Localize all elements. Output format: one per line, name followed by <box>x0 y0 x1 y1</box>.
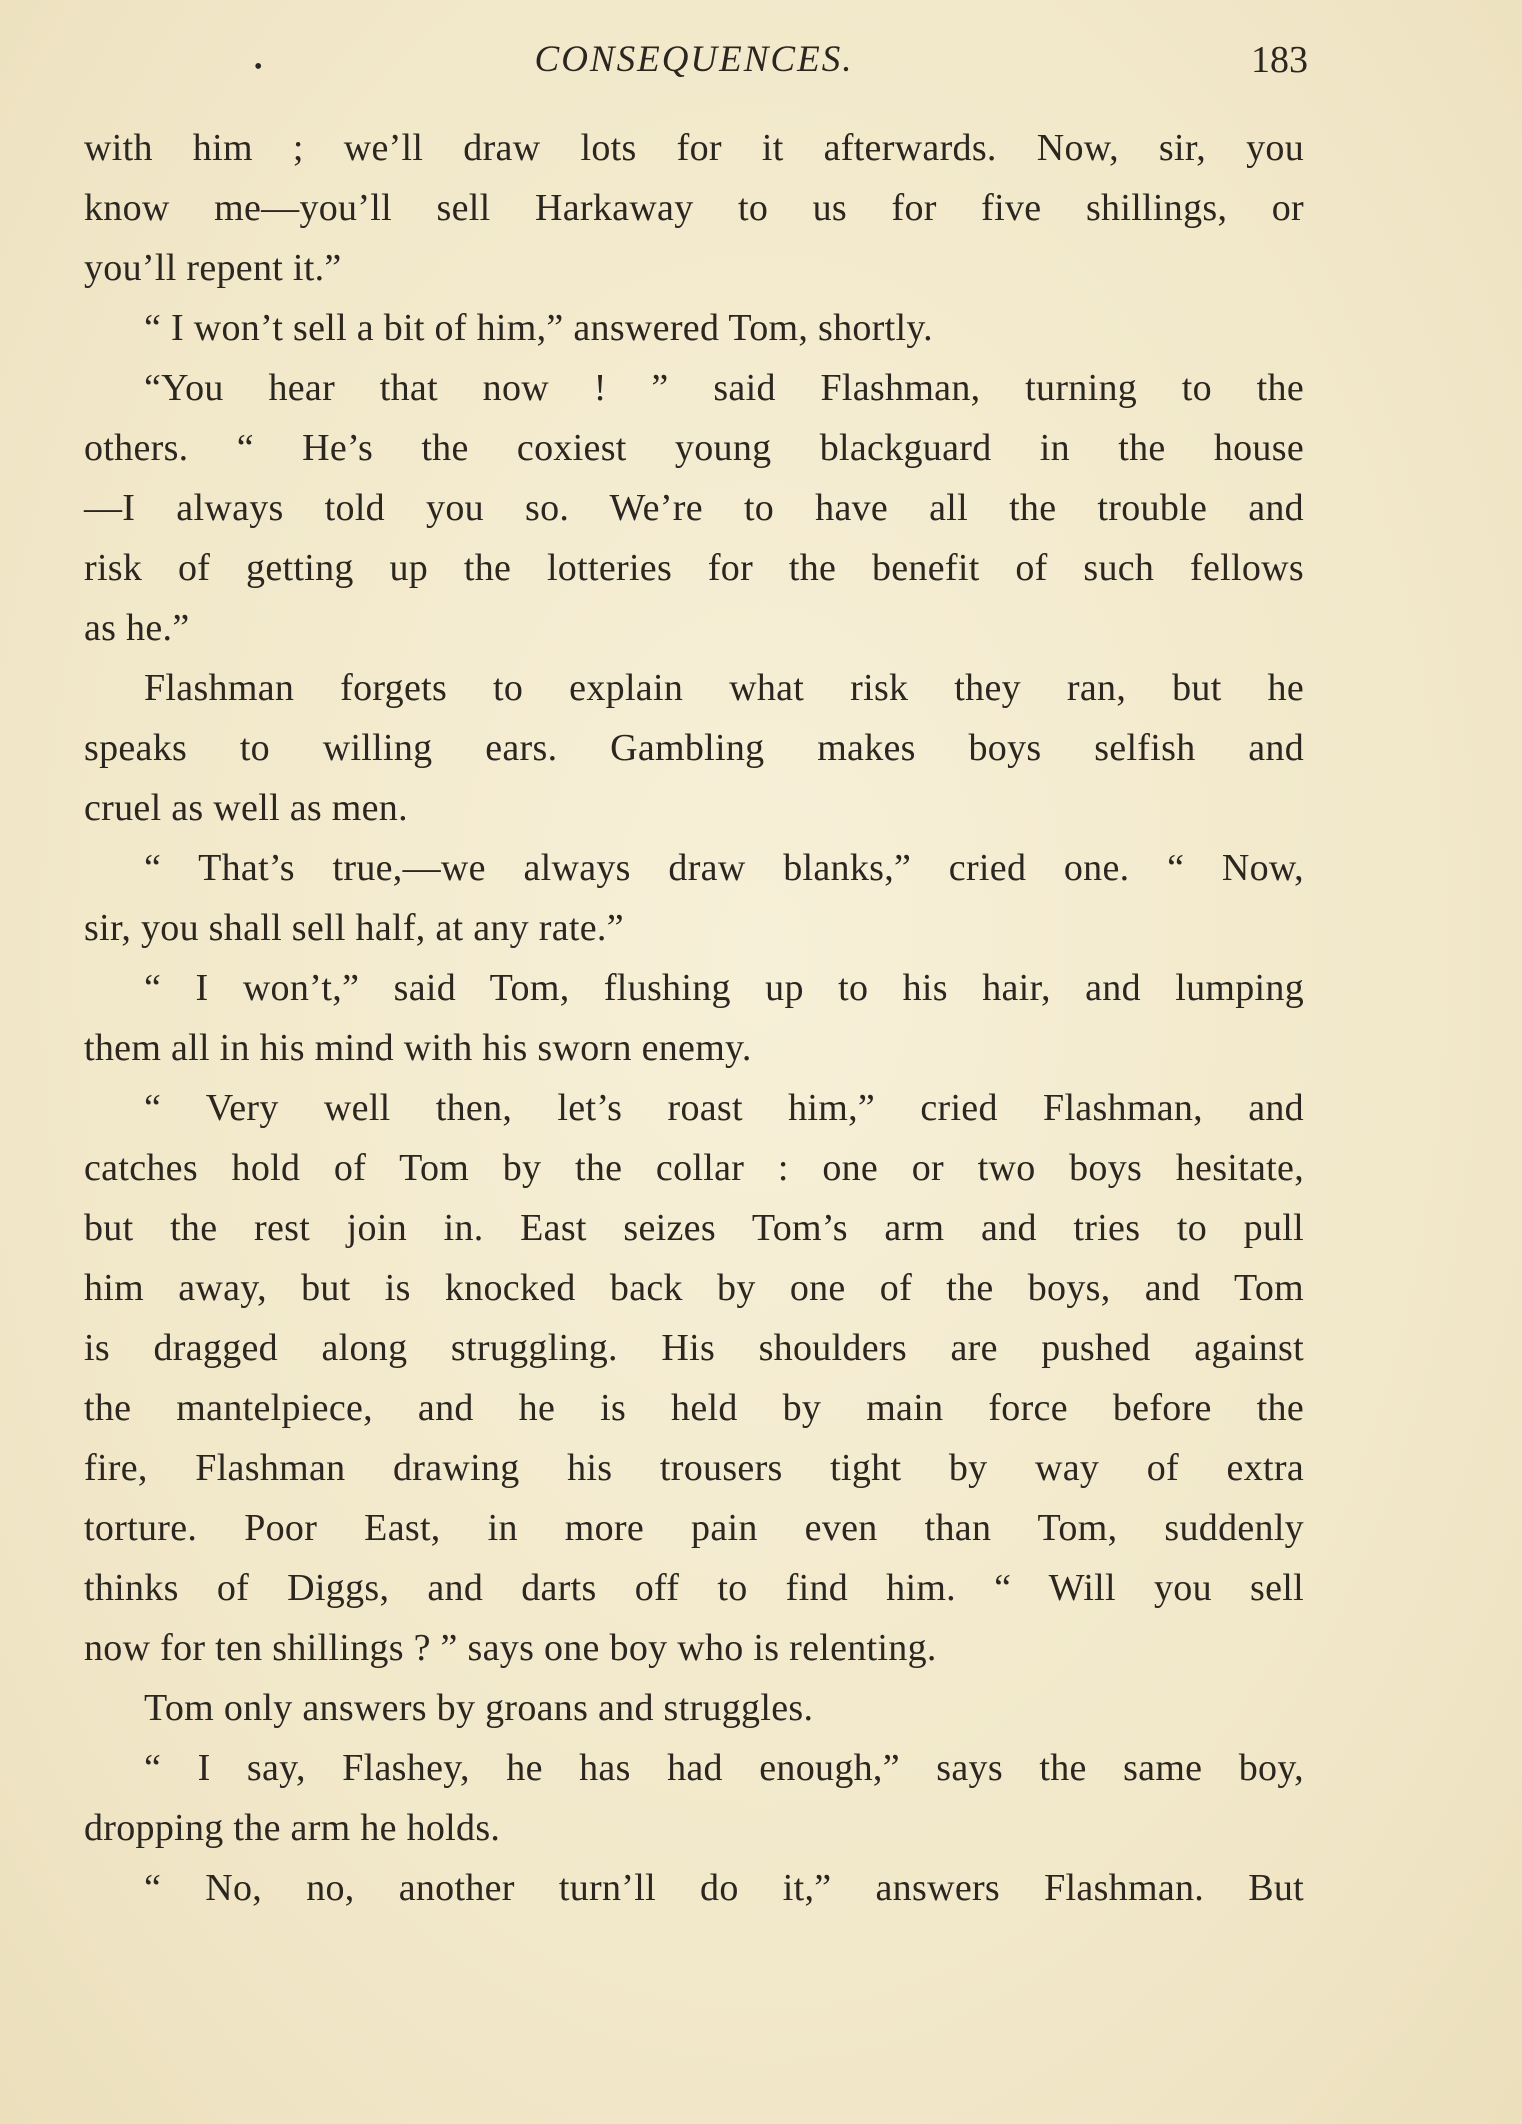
header-mark: • <box>254 54 263 80</box>
text-line: him away, but is knocked back by one of the boys, and Tom <box>84 1267 1304 1309</box>
text-line: “ Very well then, let’s roast him,” cried Flashman, and <box>144 1087 1304 1129</box>
text-line: them all in his mind with his sworn enemy. <box>84 1027 752 1069</box>
text-line: is dragged along struggling. His shoulders are pushed against <box>84 1327 1304 1369</box>
text-line: others. “ He’s the coxiest young blackguard in the house <box>84 427 1304 469</box>
text-line: sir, you shall sell half, at any rate.” <box>84 907 624 949</box>
text-line: torture. Poor East, in more pain even than Tom, suddenly <box>84 1507 1304 1549</box>
text-line: fire, Flashman drawing his trousers tight by way of extra <box>84 1447 1304 1489</box>
text-line: but the rest join in. East seizes Tom’s arm and tries to pull <box>84 1207 1304 1249</box>
text-line: “ I won’t,” said Tom, flushing up to his hair, and lumping <box>144 967 1304 1009</box>
text-line: cruel as well as men. <box>84 787 408 829</box>
text-line: you’ll repent it.” <box>84 247 342 289</box>
running-head <box>84 38 1308 88</box>
text-line: speaks to willing ears. Gambling makes boys selfish and <box>84 727 1304 769</box>
text-line: catches hold of Tom by the collar : one or two boys hesitate, <box>84 1147 1304 1189</box>
chapter-title: CONSEQUENCES. <box>534 39 854 80</box>
text-line: “ I say, Flashey, he has had enough,” says the same boy, <box>144 1747 1304 1789</box>
body-text <box>84 118 1304 1918</box>
text-line: “ I won’t sell a bit of him,” answered Tom, shortly. <box>144 307 933 349</box>
text-line: know me—you’ll sell Harkaway to us for five shillings, or <box>84 187 1304 229</box>
text-line: risk of getting up the lotteries for the benefit of such fellows <box>84 547 1304 589</box>
text-line: now for ten shillings ? ” says one boy who is relenting. <box>84 1627 937 1669</box>
text-line: with him ; we’ll draw lots for it afterwards. Now, sir, you <box>84 127 1304 169</box>
text-line: —I always told you so. We’re to have all the trouble and <box>84 487 1304 529</box>
text-line: Flashman forgets to explain what risk they ran, but he <box>144 667 1304 709</box>
text-line: dropping the arm he holds. <box>84 1807 501 1849</box>
page-number: 183 <box>1251 39 1308 81</box>
text-line: as he.” <box>84 607 190 649</box>
text-line: the mantelpiece, and he is held by main force before the <box>84 1387 1304 1429</box>
text-line: “You hear that now ! ” said Flashman, turning to the <box>144 367 1304 409</box>
text-line: thinks of Diggs, and darts off to find him. “ Will you sell <box>84 1567 1304 1609</box>
text-line: “ That’s true,—we always draw blanks,” cried one. “ Now, <box>144 847 1304 889</box>
text-line: Tom only answers by groans and struggles. <box>144 1687 814 1729</box>
text-line: “ No, no, another turn’ll do it,” answers Flashman. But <box>144 1867 1304 1909</box>
